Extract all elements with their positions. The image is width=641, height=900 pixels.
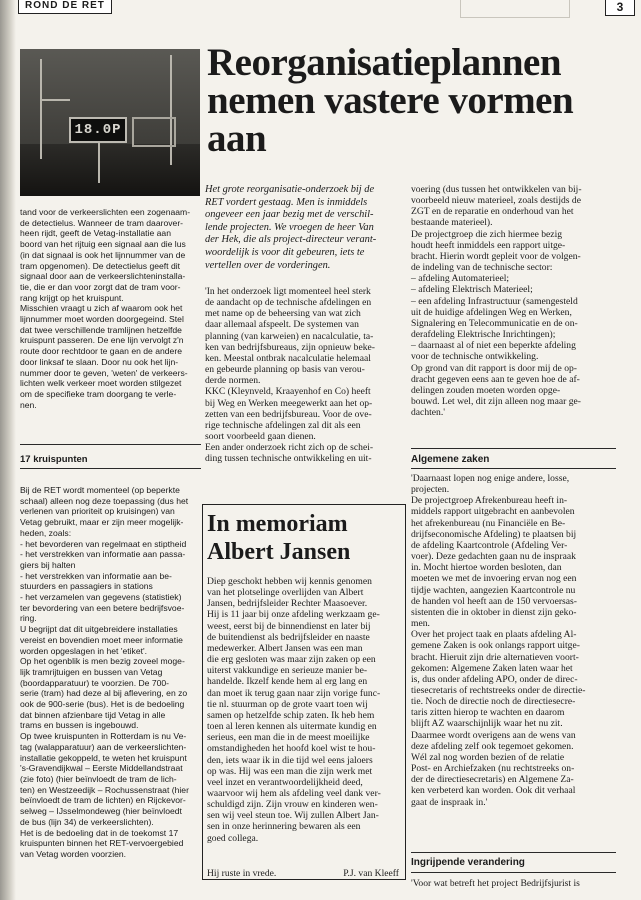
text-line: Jansen, bedrijfsleider Rechter Maasoever. [207, 598, 368, 610]
text-line: projecten. [411, 484, 450, 496]
text-line: Post- en Archiefzaken (nu rechtstreeks on- [411, 763, 575, 775]
text-line: Het is de bedoeling dat in de toekomst 17 [20, 827, 179, 838]
article-body [205, 286, 400, 465]
text-line: – afdeling Elektrisch Materieel; [411, 284, 533, 296]
text-line: bouwd. Let wel, dit zijn alleen nog maar ge- [411, 395, 581, 407]
text-line: dat twee verschillende tramlijnen hetzelfde [20, 324, 182, 335]
text-line: de handen vol heeft aan de 150 vervoersas- [411, 595, 577, 607]
text-line: boord van het rijtuig een signaal aan die lus [20, 239, 186, 250]
text-line: omstandigheden het hoofd koel wist te hou- [207, 743, 376, 755]
text-line: middels rapport uitgebracht en aanbevolen [411, 506, 575, 518]
text-line: selweg – IJsselmondeweg (hier beïnvloedt [20, 806, 182, 817]
text-line: voorbeeld nieuw materieel, zoals destijds de [411, 195, 581, 207]
text-line: KKC (Kleynveld, Kraayenhof en Co) heeft [205, 386, 371, 398]
text-line: derde normen. [205, 375, 261, 387]
text-line: veel inzet en verantwoordelijkheid deed, [207, 776, 363, 788]
subhead-ingrijpende-verandering: Ingrijpende verandering [411, 857, 525, 868]
text-line: - het bevorderen van regelmaat en stiptheid [20, 538, 187, 549]
text-line: in. Mocht hiertoe worden besloten, dan [411, 562, 562, 574]
page-number: 3 [605, 0, 635, 16]
text-line: dracht gegeven eens aan te geven hoe de af- [411, 373, 580, 385]
binding-shadow [0, 0, 16, 900]
text-line: door linksaf te slaan. Door nu ook het lijn- [20, 356, 179, 367]
text-line: route door rechtdoor te gaan en de andere [20, 346, 182, 357]
text-line: Het grote reorganisatie-onderzoek bij de [205, 184, 375, 195]
text-line: verlenen van prioriteit op kruisingen) van [20, 506, 175, 517]
memoriam-title: In memoriam Albert Jansen [207, 511, 351, 565]
text-line: der de directiesecretaris) en Algemene Za- [411, 774, 574, 786]
photo-cable [40, 99, 70, 101]
text-line: taris zitten hierop te wachten en daarom [411, 707, 565, 719]
text-line: uiterst vakkundige en serieuze manier be- [207, 665, 368, 677]
text-line: serieus, een man die in de meest moeilijke [207, 732, 370, 744]
article-col3-part2 [411, 473, 616, 808]
text-line: 'In het onderzoek ligt momenteel heel sterk [205, 286, 371, 297]
memoriam-author: P.J. van Kleeff [343, 868, 399, 879]
text-line: met name op de beheersing van wat zich [205, 308, 361, 320]
photo-floor [20, 144, 200, 196]
text-line: tie nl. stuurman op de grote vaart toen wij [207, 698, 368, 710]
text-line: lijk tramrijtuigen en bussen van Vetag [20, 666, 163, 677]
text-line: tie, die er dan voor zorgt dat de tram voor- [20, 281, 181, 292]
text-line: houdt heeft inmiddels een rapport uitge- [411, 239, 566, 251]
text-line: sen wij veel steun toe. Wij zullen Albert Jan- [207, 810, 379, 822]
text-line: ken. Meestal ontbrak nacalculatie helemaal [205, 352, 371, 364]
text-line: RET vordert gestaag. Men is inmiddels [205, 196, 368, 208]
text-line: heden, zoals: [20, 527, 72, 538]
text-line: lende projecten. We vroegen de heer Van [205, 221, 374, 233]
text-line: ook de 900-serie (bus). Het is de bedoeling [20, 699, 185, 710]
text-line: - het verstrekken van informatie aan be- [20, 570, 172, 581]
text-line: voor de technische ontwikkeling. [411, 351, 539, 363]
text-line: (zie foto) (hier beïnvloedt de tram de lich- [20, 773, 177, 784]
text-line: bestaande materieel). [411, 217, 493, 229]
text-line: ring. [20, 613, 37, 624]
text-line: – afdeling Automaterieel; [411, 273, 510, 285]
text-line: de afdeling Kaartcontrole (Afdeling Ver- [411, 539, 568, 551]
text-line: planning (van karweien) en nacalculatie, ta- [205, 330, 374, 342]
text-line: bracht. Hieruit zijn drie alternatieven voort- [411, 651, 579, 663]
text-line: tijdje wachten, aangezien Kaartcontrole nu [411, 584, 576, 596]
left-column-part2 [20, 485, 201, 860]
text-line: nummer door te geven, 'weten' de verkeers- [20, 367, 188, 378]
text-line: (boordapparatuur) te voorzien. De 700- [20, 677, 170, 688]
text-line: tand voor de verkeerslichten een zogenaam- [20, 207, 191, 217]
text-line: rang krijgt op het kruispunt. [20, 292, 124, 303]
photo-cable [170, 55, 172, 165]
text-line: trams en bussen is ingebouwd. [20, 720, 139, 731]
text-line: Daarmee wordt overigens aan de wens van [411, 729, 576, 741]
text-line: dan moet ik terug gaan naar zijn vorige func- [207, 687, 381, 699]
text-line: der Hek, die als project-directeur verant- [205, 234, 377, 246]
text-line: U begrijpt dat dit uitgebreidere installaties [20, 624, 178, 635]
text-line: voer). Deze gedachten gaan nu de inspraak [411, 551, 576, 563]
text-line: gemene Zaken is ook onlangs rapport uitge- [411, 640, 580, 652]
text-line: - het verzamelen van gegevens (statistiek) [20, 592, 182, 603]
text-line: soort voorbeeld gaan dienen. [205, 431, 316, 443]
text-line: gekomen: Algemene Zaken laten waar het [411, 662, 573, 674]
text-line: goed collega. [207, 832, 259, 844]
article-col3-part3 [411, 878, 616, 889]
headline: Reorganisatieplannen nemen vastere vormen aan [207, 41, 574, 160]
section-tab: ROND DE RET [18, 0, 112, 14]
divider [411, 852, 616, 853]
text-line: vereist en bovendien moet meer informatie [20, 634, 183, 645]
text-line: deze afdeling zelf ook tegemoet gekomen. [411, 740, 574, 752]
text-line: de bus (lijn 34) de verkeerslichten). [20, 816, 154, 827]
text-line: Op grond van dit rapport is door mij de op- [411, 362, 577, 374]
text-line: Op twee kruispunten in Rotterdam is nu Ve- [20, 731, 187, 742]
text-line: signaal door aan de verkeerslichteninstalla- [20, 271, 186, 282]
text-line: Misschien vraagt u zich af waarom ook het [20, 303, 183, 314]
text-line: – daarnaast al of niet een beperkte afdeling [411, 340, 576, 352]
text-line: heen rijdt, geeft de Vetag-installatie aan [20, 228, 171, 239]
text-line: die erg gesloten was maar zijn zaken op een [207, 654, 376, 666]
text-line: Diep geschokt hebben wij kennis genomen [207, 576, 372, 587]
text-line: woordelijk is voor dit gebeuren, iets te [205, 246, 365, 258]
text-line: installatie gekoppeld, te weten het kruispunt [20, 752, 187, 763]
text-line: beïnvloedt de tram de lichten) en Rijckevor- [20, 795, 186, 806]
text-line: kruispunten binnen het RET-vervoergebied [20, 838, 184, 849]
text-line: de buitendienst als bedrijfsleider en naaste [207, 631, 370, 643]
text-line: - het verstrekken van informatie aan passa- [20, 549, 186, 560]
text-line: bracht. Hierin wordt gepleit voor de volgen- [411, 250, 581, 262]
text-line: ZGT en de reparatie en onderhoud van het [411, 206, 574, 218]
text-line: men. [411, 618, 430, 630]
text-line: Signalering en Telecommunicatie en de on- [411, 317, 578, 329]
text-line: De projectgroep Afrekenbureau heeft in- [411, 495, 568, 507]
photo-display: 18.0P [69, 117, 127, 143]
text-line: serie (tram) had deze al bij aflevering, en zo [20, 688, 188, 699]
photo-cable [98, 143, 100, 183]
divider [411, 872, 616, 873]
divider [20, 444, 201, 445]
text-line: voering (dus tussen het ontwikkelen van bij- [411, 184, 582, 195]
text-line: giers bij halten [20, 559, 76, 570]
text-line: bij Weg en Werken meegewerkt aan het op- [205, 397, 373, 409]
divider [20, 468, 201, 469]
text-line: – een afdeling Infrastructuur (samengesteld [411, 295, 578, 307]
text-line: tag (walapparatuur) aan de verkeerslichten- [20, 741, 187, 752]
text-line: samen op hetzelfde schip zaten. Ik heb hem [207, 709, 375, 721]
subhead-17-kruispunten: 17 kruispunten [20, 454, 88, 465]
text-line: sistenten die in oktober in dienst zijn geko- [411, 606, 577, 618]
text-line: Hij is 11 jaar bij onze afdeling werkzaam ge- [207, 609, 380, 621]
text-line: om de specifieke tram doorgang te verle- [20, 388, 177, 399]
text-line: nen. [20, 399, 37, 410]
text-line: schaal) alleen nog deze toepassing (dus het [20, 495, 189, 506]
text-line: op was. Hij was een man die zijn werk met [207, 765, 373, 777]
text-line: zetten van een bedrijfsbureau. Voor de ove- [205, 408, 372, 420]
text-line: daar allemaal afspeelt. De systemen van [205, 319, 359, 331]
text-line: de indeling van de technische sector: [411, 262, 553, 274]
text-line: Vetag gebruikt, maar er zijn meer mogelijk- [20, 517, 184, 528]
text-line: schuldigd zijn. Zijn vrouw en kinderen wen- [207, 799, 378, 811]
text-line: delingen zouden moeten worden opge- [411, 384, 561, 396]
text-line: lijnnummer moet worden doorgegeind. Stel [20, 314, 184, 325]
text-line: sen in onze herinnering bewaren als een [207, 821, 361, 833]
text-line: de detectielus. Wanneer de tram daarover- [20, 217, 184, 228]
text-line: 's-Gravendijkwal – Eerste Middellandstraat [20, 763, 183, 774]
text-line: 'Daarnaast lopen nog enige andere, losse, [411, 473, 570, 484]
text-line: De projectgroep die zich hiermee bezig [411, 228, 563, 240]
text-line: stuurders en passagiers in stations [20, 581, 153, 592]
text-line: worden opgeslagen in het 'etiket'. [20, 645, 148, 656]
text-line: moeten we met de invoering ervan nog een [411, 573, 577, 585]
text-line: is, dus onder afdeling APO, onder de direc- [411, 673, 578, 685]
text-line: toen al leren kennen als uitermate kundig en [207, 721, 377, 733]
article-col3-part1 [411, 184, 616, 418]
subhead-algemene-zaken: Algemene zaken [411, 454, 490, 465]
text-line: het afrekenbureau (nu Financiële en Be- [411, 517, 566, 529]
text-line: ken van bedrijfsbureaus, zijn opnieuw beke- [205, 341, 375, 353]
text-line: Wél zal nog worden bezien of de relatie [411, 751, 565, 763]
text-line: lichten welk verkeer moet worden stilgezet [20, 378, 182, 389]
text-line: ken verbeterd kan worden. Ook dit verhaal [411, 785, 576, 797]
text-line: (in dat signaal is ook het lijnnummer van de [20, 249, 186, 260]
text-line: tram opgenomen). De detectielus geeft dit [20, 260, 181, 271]
divider [411, 468, 616, 469]
text-line: drijfseconomische Afdeling) te plaatsen bij [411, 528, 577, 540]
left-column-part1 [20, 207, 201, 410]
photo-vetag-installation [20, 49, 200, 196]
article-lead [205, 184, 400, 272]
memoriam-signature [207, 868, 403, 879]
text-line: ten) en Westzeedijk – Rochussenstraat (hier [20, 784, 189, 795]
text-line: Over het project taak en plaats afdeling Al- [411, 629, 577, 641]
text-line: ongeveer een jaar bezig met de verschil- [205, 209, 374, 221]
text-line: gaat de inspraak in.' [411, 796, 488, 808]
text-line: uit de huidige afdelingen Weg en Werken, [411, 306, 572, 318]
text-line: Bij de RET wordt momenteel (op beperkte [20, 485, 180, 495]
text-line: kruispunt passeren. De ene lijn vervolgt z'n [20, 335, 184, 346]
text-line: waarvoor wij hem als afdeling veel dank ver- [207, 787, 381, 799]
memoriam-closing: Hij ruste in vrede. [207, 868, 277, 879]
faint-header-strip [460, 0, 570, 18]
text-line: medewerker. Albert Jansen was een man [207, 642, 363, 654]
text-line: en gebeurde planning op basis van verou- [205, 364, 365, 376]
text-line: van het plotselinge overlijden van Albert [207, 587, 364, 599]
text-line: dat binnen afzienbare tijd Vetag in alle [20, 709, 166, 720]
memoriam-body [207, 576, 403, 844]
photo-panel [132, 117, 176, 147]
text-line: vertellen over de vorderingen. [205, 259, 331, 271]
text-line: ding tussen technische ontwikkeling en uit- [205, 453, 372, 465]
text-line: tie. Noch de directie noch de directiesecre- [411, 696, 576, 708]
photo-cable [40, 59, 42, 159]
text-line: den, iets waar ik in die tijd wel eens jaloers [207, 754, 373, 766]
text-line: rige technische afdelingen zal dit als een [205, 419, 361, 431]
text-line: handelde. Ikzelf kende hem al erg lang en [207, 676, 368, 688]
text-line: Een ander onderzoek richt zich op de schei- [205, 442, 374, 454]
text-line: de aandacht op de technische afdelingen en [205, 297, 372, 309]
text-line: van Vetag worden voorzien. [20, 848, 127, 859]
divider [411, 448, 616, 449]
text-line: dachten.' [411, 407, 445, 419]
text-line: derafdeling Elektrische Inrichtingen); [411, 329, 556, 341]
text-line: ter bevordering van een betere bedrijfsvoe- [20, 602, 185, 613]
text-line: Op het ogenblik is men bezig zoveel moge- [20, 656, 185, 667]
text-line: 'Voor wat betreft het project Bedrijfsjurist is [411, 878, 580, 889]
text-line: weest, eerst bij de binnendienst en later bij [207, 620, 371, 632]
text-line: blijft AZ waarschijnlijk waar het nu zit. [411, 718, 563, 730]
text-line: tiesecretaris of rechtstreeks onder de directie- [411, 684, 586, 696]
